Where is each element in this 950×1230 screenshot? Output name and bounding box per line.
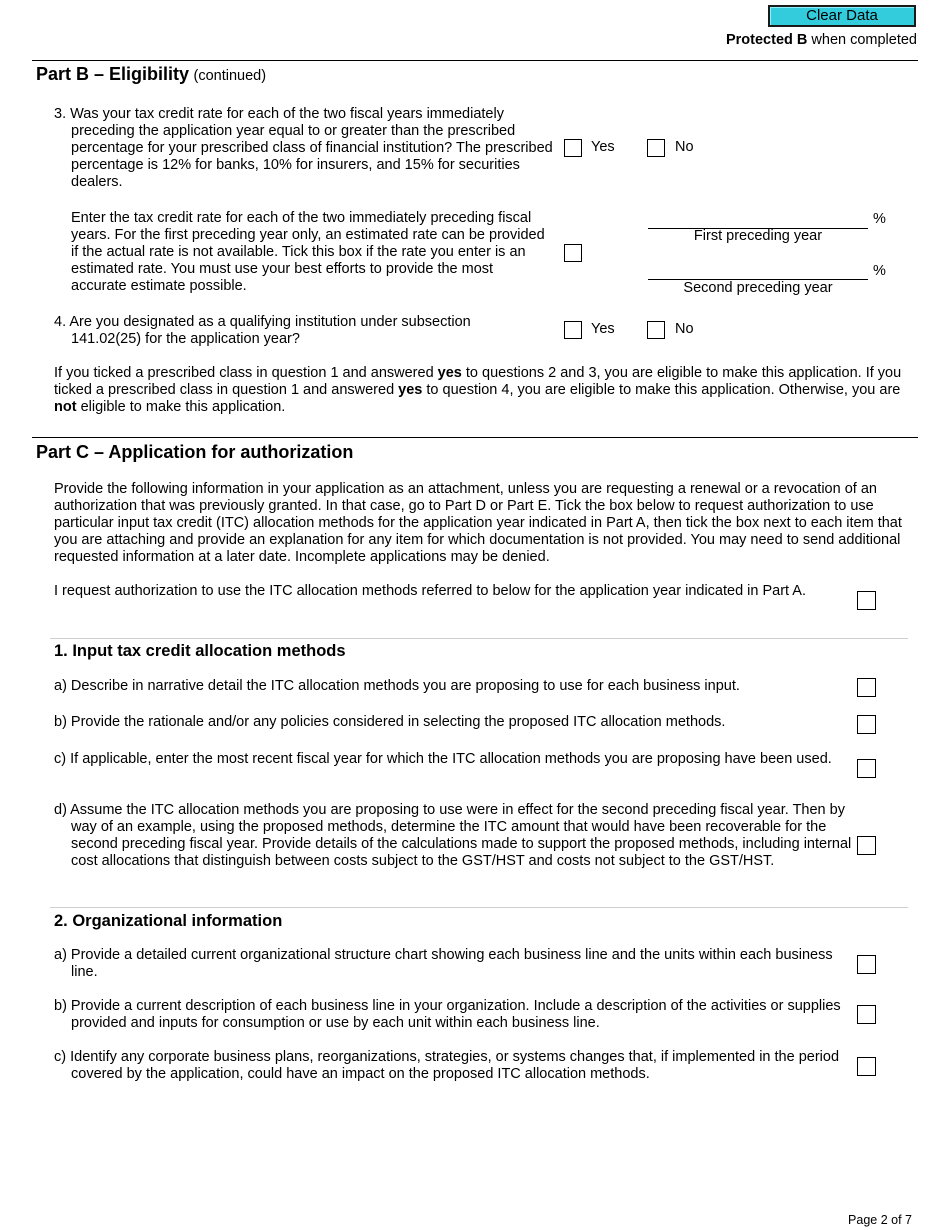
section-1-item-a: a) Describe in narrative detail the ITC allocation methods you are proposing to use for each business input. — [54, 678, 740, 694]
section-2-title: 2. Organizational information — [54, 912, 283, 930]
section-2-a-checkbox[interactable] — [857, 955, 876, 974]
summary-bold-not: not — [54, 399, 77, 415]
clear-data-button[interactable]: Clear Data — [768, 5, 916, 27]
section-1-a-checkbox[interactable] — [857, 678, 876, 697]
second-year-percent-sign: % — [873, 263, 886, 279]
section-1-item-b: b) Provide the rationale and/or any policies considered in selecting the proposed ITC allocation methods. — [54, 714, 726, 730]
section-1-item-c: c) If applicable, enter the most recent fiscal year for which the ITC allocation methods you are proposing have been used. — [54, 751, 832, 767]
authorization-request-checkbox[interactable] — [857, 591, 876, 610]
first-preceding-year-label: First preceding year — [693, 228, 823, 244]
protected-b-notice — [726, 32, 917, 48]
protected-b-label: Protected B — [725, 32, 808, 48]
summary-text-2: to questions 2 and 3, you are eligible to make this application. If you ticked a prescribed class in question 1 and answered — [54, 365, 902, 398]
section-2-c-checkbox[interactable] — [857, 1057, 876, 1076]
protected-b-rest: when completed — [811, 32, 917, 48]
q4-no-checkbox[interactable] — [647, 321, 665, 339]
summary-bold-yes-1: yes — [437, 365, 462, 381]
first-year-percent-sign: % — [873, 211, 886, 227]
page-number: Page 2 of 7 — [848, 1213, 912, 1227]
part-b-title: Part B – Eligibility — [36, 64, 190, 84]
q3-yes-label: Yes — [591, 139, 615, 155]
divider-section-2 — [50, 907, 908, 908]
q4-no-label: No — [675, 321, 694, 337]
part-b-continued: (continued) — [193, 68, 267, 84]
section-1-item-d: d) Assume the ITC allocation methods you are proposing to use were in effect for the second preceding fiscal year. Then by way of an example, using the proposed methods, determine the ITC amount that would have been recoverable for the second preceding fiscal year. Provide details of the calculations made to support the proposed methods, including internal cost allocations that distinguish between costs subject to the GST/HST and costs not subject to the GST/HST. — [54, 802, 852, 869]
section-1-b-checkbox[interactable] — [857, 715, 876, 734]
summary-text-4: eligible to make this application. — [76, 399, 286, 415]
question-4-text: 4. Are you designated as a qualifying institution under subsection 141.02(25) for the application year? — [54, 314, 471, 347]
q3-yes-checkbox[interactable] — [564, 139, 582, 157]
estimated-rate-checkbox[interactable] — [564, 244, 582, 262]
q3-no-label: No — [675, 139, 694, 155]
divider-section-1 — [50, 638, 908, 639]
divider-part-c — [32, 437, 918, 438]
section-1-title: 1. Input tax credit allocation methods — [54, 642, 346, 660]
section-2-b-checkbox[interactable] — [857, 1005, 876, 1024]
part-c-intro: Provide the following information in your application as an attachment, unless you are requesting a renewal or a revocation of an authorization that was previously granted. In that case, go to Part D or Part E. Tick the box below to request authorization to use particular input tax credit (ITC) allocation methods for the application year indicated in Part A, then tick the box next to each item that you are attaching and provide an explanation for any item for which documentation is not provided. You may need to send additional requested information at a later date. Incomplete applications may be denied. — [54, 481, 902, 565]
q4-yes-label: Yes — [591, 321, 615, 337]
summary-text-1: If you ticked a prescribed class in question 1 and answered — [54, 365, 438, 381]
summary-bold-yes-2: yes — [398, 382, 423, 398]
second-preceding-year-label: Second preceding year — [683, 280, 833, 296]
summary-text-3: to question 4, you are eligible to make this application. Otherwise, you are — [422, 382, 901, 398]
section-1-d-checkbox[interactable] — [857, 836, 876, 855]
part-c-title: Part C – Application for authorization — [36, 442, 354, 462]
q4-yes-checkbox[interactable] — [564, 321, 582, 339]
section-2-item-c: c) Identify any corporate business plans, reorganizations, strategies, or systems changes that, if implemented in the period covered by the application, could have an impact on the proposed ITC allocation methods. — [54, 1049, 840, 1082]
section-2-item-b: b) Provide a current description of each business line in your organization. Include a description of the activities or supplies provided and inputs for consumption or use by each unit within each business line. — [54, 998, 841, 1031]
eligibility-summary — [54, 365, 904, 416]
tax-credit-rate-instructions: Enter the tax credit rate for each of the two immediately preceding fiscal years. For the first preceding year only, an estimated rate can be provided if the actual rate is not available. Tick this box if the rate you enter is an estimated rate. You must use your best efforts to provide the most accurate estimate possible. — [71, 210, 545, 294]
divider-top — [32, 60, 918, 61]
section-2-item-a: a) Provide a detailed current organizational structure chart showing each business line and the units within each business line. — [54, 947, 833, 980]
authorization-request-text: I request authorization to use the ITC allocation methods referred to below for the application year indicated in Part A. — [54, 583, 807, 599]
q3-no-checkbox[interactable] — [647, 139, 665, 157]
question-3-text: 3. Was your tax credit rate for each of the two fiscal years immediately preceding the application year equal to or greater than the prescribed percentage for your prescribed class of financial institution? The prescribed percentage is 12% for banks, 10% for insurers, and 15% for securities dealers. — [54, 106, 553, 190]
part-b-heading — [36, 64, 266, 85]
section-1-c-checkbox[interactable] — [857, 759, 876, 778]
